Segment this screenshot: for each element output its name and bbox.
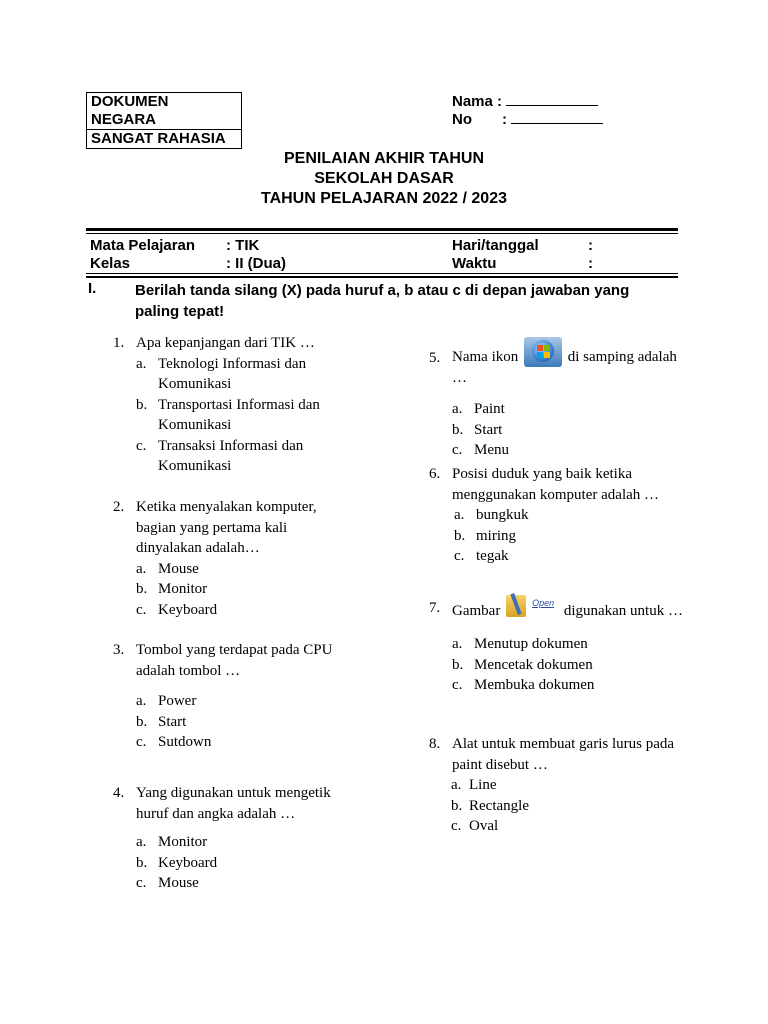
option-a[interactable]: a. Paint (452, 401, 505, 417)
option-c[interactable]: c. Menu (452, 442, 509, 458)
exam-title: PENILAIAN AKHIR TAHUN (284, 150, 484, 167)
option-a[interactable]: a. Mouse (136, 560, 199, 577)
option-c[interactable]: c. Sutdown (136, 734, 212, 750)
question-number: 6. (429, 466, 441, 482)
question-stem: Alat untuk membuat garis lurus pada paint disebut … (452, 736, 675, 773)
option-b[interactable]: b. Rectangle (451, 797, 529, 814)
number-blank-line[interactable] (511, 111, 603, 124)
name-label: Nama : (452, 93, 503, 110)
question-4 (113, 783, 373, 894)
question-stem: Tombol yang terdapat pada CPU adalah tombol … (136, 642, 333, 679)
name-field[interactable] (452, 93, 598, 111)
question-stem: Yang digunakan untuk mengetik huruf dan angka adalah … (136, 785, 331, 822)
windows-start-icon (524, 337, 562, 367)
time-label: Waktu (452, 255, 497, 272)
option-a[interactable]: a. Monitor (136, 834, 208, 850)
question-stem: Posisi duduk yang baik ketika menggunakan komputer adalah … (452, 466, 660, 503)
class-label: Kelas (90, 255, 131, 272)
date-value[interactable]: : (588, 237, 593, 254)
number-label: No (452, 111, 472, 128)
time-value[interactable]: : (588, 255, 593, 272)
question-5 (429, 337, 689, 461)
question-number: 7. (429, 600, 441, 616)
stamp-line-1: DOKUMEN NEGARA (91, 93, 169, 128)
option-c[interactable]: c. Transaksi Informasi dan Komunikasi (136, 437, 304, 474)
question-number: 8. (429, 736, 441, 752)
option-c[interactable]: c. Keyboard (136, 601, 218, 618)
question-number: 4. (113, 785, 125, 801)
option-a[interactable]: a. Power (136, 693, 197, 709)
date-label: Hari/tanggal (452, 237, 539, 254)
name-blank-line[interactable] (506, 93, 598, 106)
section-number: I. (88, 280, 97, 297)
option-b[interactable]: b. Start (136, 713, 187, 730)
option-a[interactable]: a. Teknologi Informasi dan Komunikasi (136, 355, 307, 392)
question-stem: Nama ikon di samping adalah … (452, 337, 687, 389)
number-colon: : (502, 111, 507, 128)
top-rule-thick (86, 228, 678, 231)
question-number: 2. (113, 499, 125, 515)
question-7 (429, 593, 689, 696)
subject-label: Mata Pelajaran (90, 237, 196, 254)
section-instruction: Berilah tanda silang (X) pada huruf a, b atau c di depan jawaban yang paling tepat! (135, 282, 630, 320)
option-c[interactable]: c. Oval (451, 818, 499, 834)
class-value: : II (Dua) (226, 255, 286, 272)
top-rule-thin (86, 233, 678, 234)
option-b[interactable]: b. Mencetak dokumen (452, 656, 593, 673)
option-c[interactable]: c. Mouse (136, 875, 199, 891)
option-c[interactable]: c. Membuka dokumen (452, 677, 595, 693)
classification-stamp (86, 92, 242, 149)
question-2 (113, 497, 373, 620)
option-b[interactable]: b. Keyboard (136, 854, 218, 871)
question-number: 3. (113, 642, 125, 658)
option-b[interactable]: b. Monitor (136, 581, 208, 597)
school-level: SEKOLAH DASAR (314, 170, 454, 187)
subject-value: : TIK (226, 237, 260, 254)
question-stem: Ketika menyalakan komputer, bagian yang pertama kali dinyalakan adalah… (136, 499, 317, 556)
question-stem: Apa kepanjangan dari TIK … (136, 335, 315, 351)
question-8 (429, 734, 689, 837)
question-number: 1. (113, 335, 125, 351)
option-b[interactable]: b. miring (454, 527, 516, 544)
bottom-rule-thin (86, 273, 678, 274)
option-a[interactable]: a. Menutup dokumen (452, 636, 588, 652)
option-a[interactable]: a. bungkuk (454, 507, 529, 523)
question-number: 5. (429, 350, 441, 366)
question-1 (113, 333, 338, 477)
stamp-line-2: SANGAT RAHASIA (87, 129, 241, 148)
academic-year: TAHUN PELAJARAN 2022 / 2023 (260, 190, 507, 207)
question-stem: Gambar Open digunakan untuk … (452, 593, 687, 622)
number-field[interactable] (452, 111, 603, 129)
option-b[interactable]: b. Start (452, 421, 503, 438)
option-a[interactable]: a. Line (451, 777, 497, 793)
bottom-rule-thick (86, 276, 678, 278)
option-c[interactable]: c. tegak (454, 548, 509, 564)
open-folder-icon: Open (506, 593, 558, 619)
question-3 (113, 640, 373, 753)
option-b[interactable]: b. Transportasi Informasi dan Komunikasi (136, 396, 320, 433)
question-6 (429, 464, 689, 567)
